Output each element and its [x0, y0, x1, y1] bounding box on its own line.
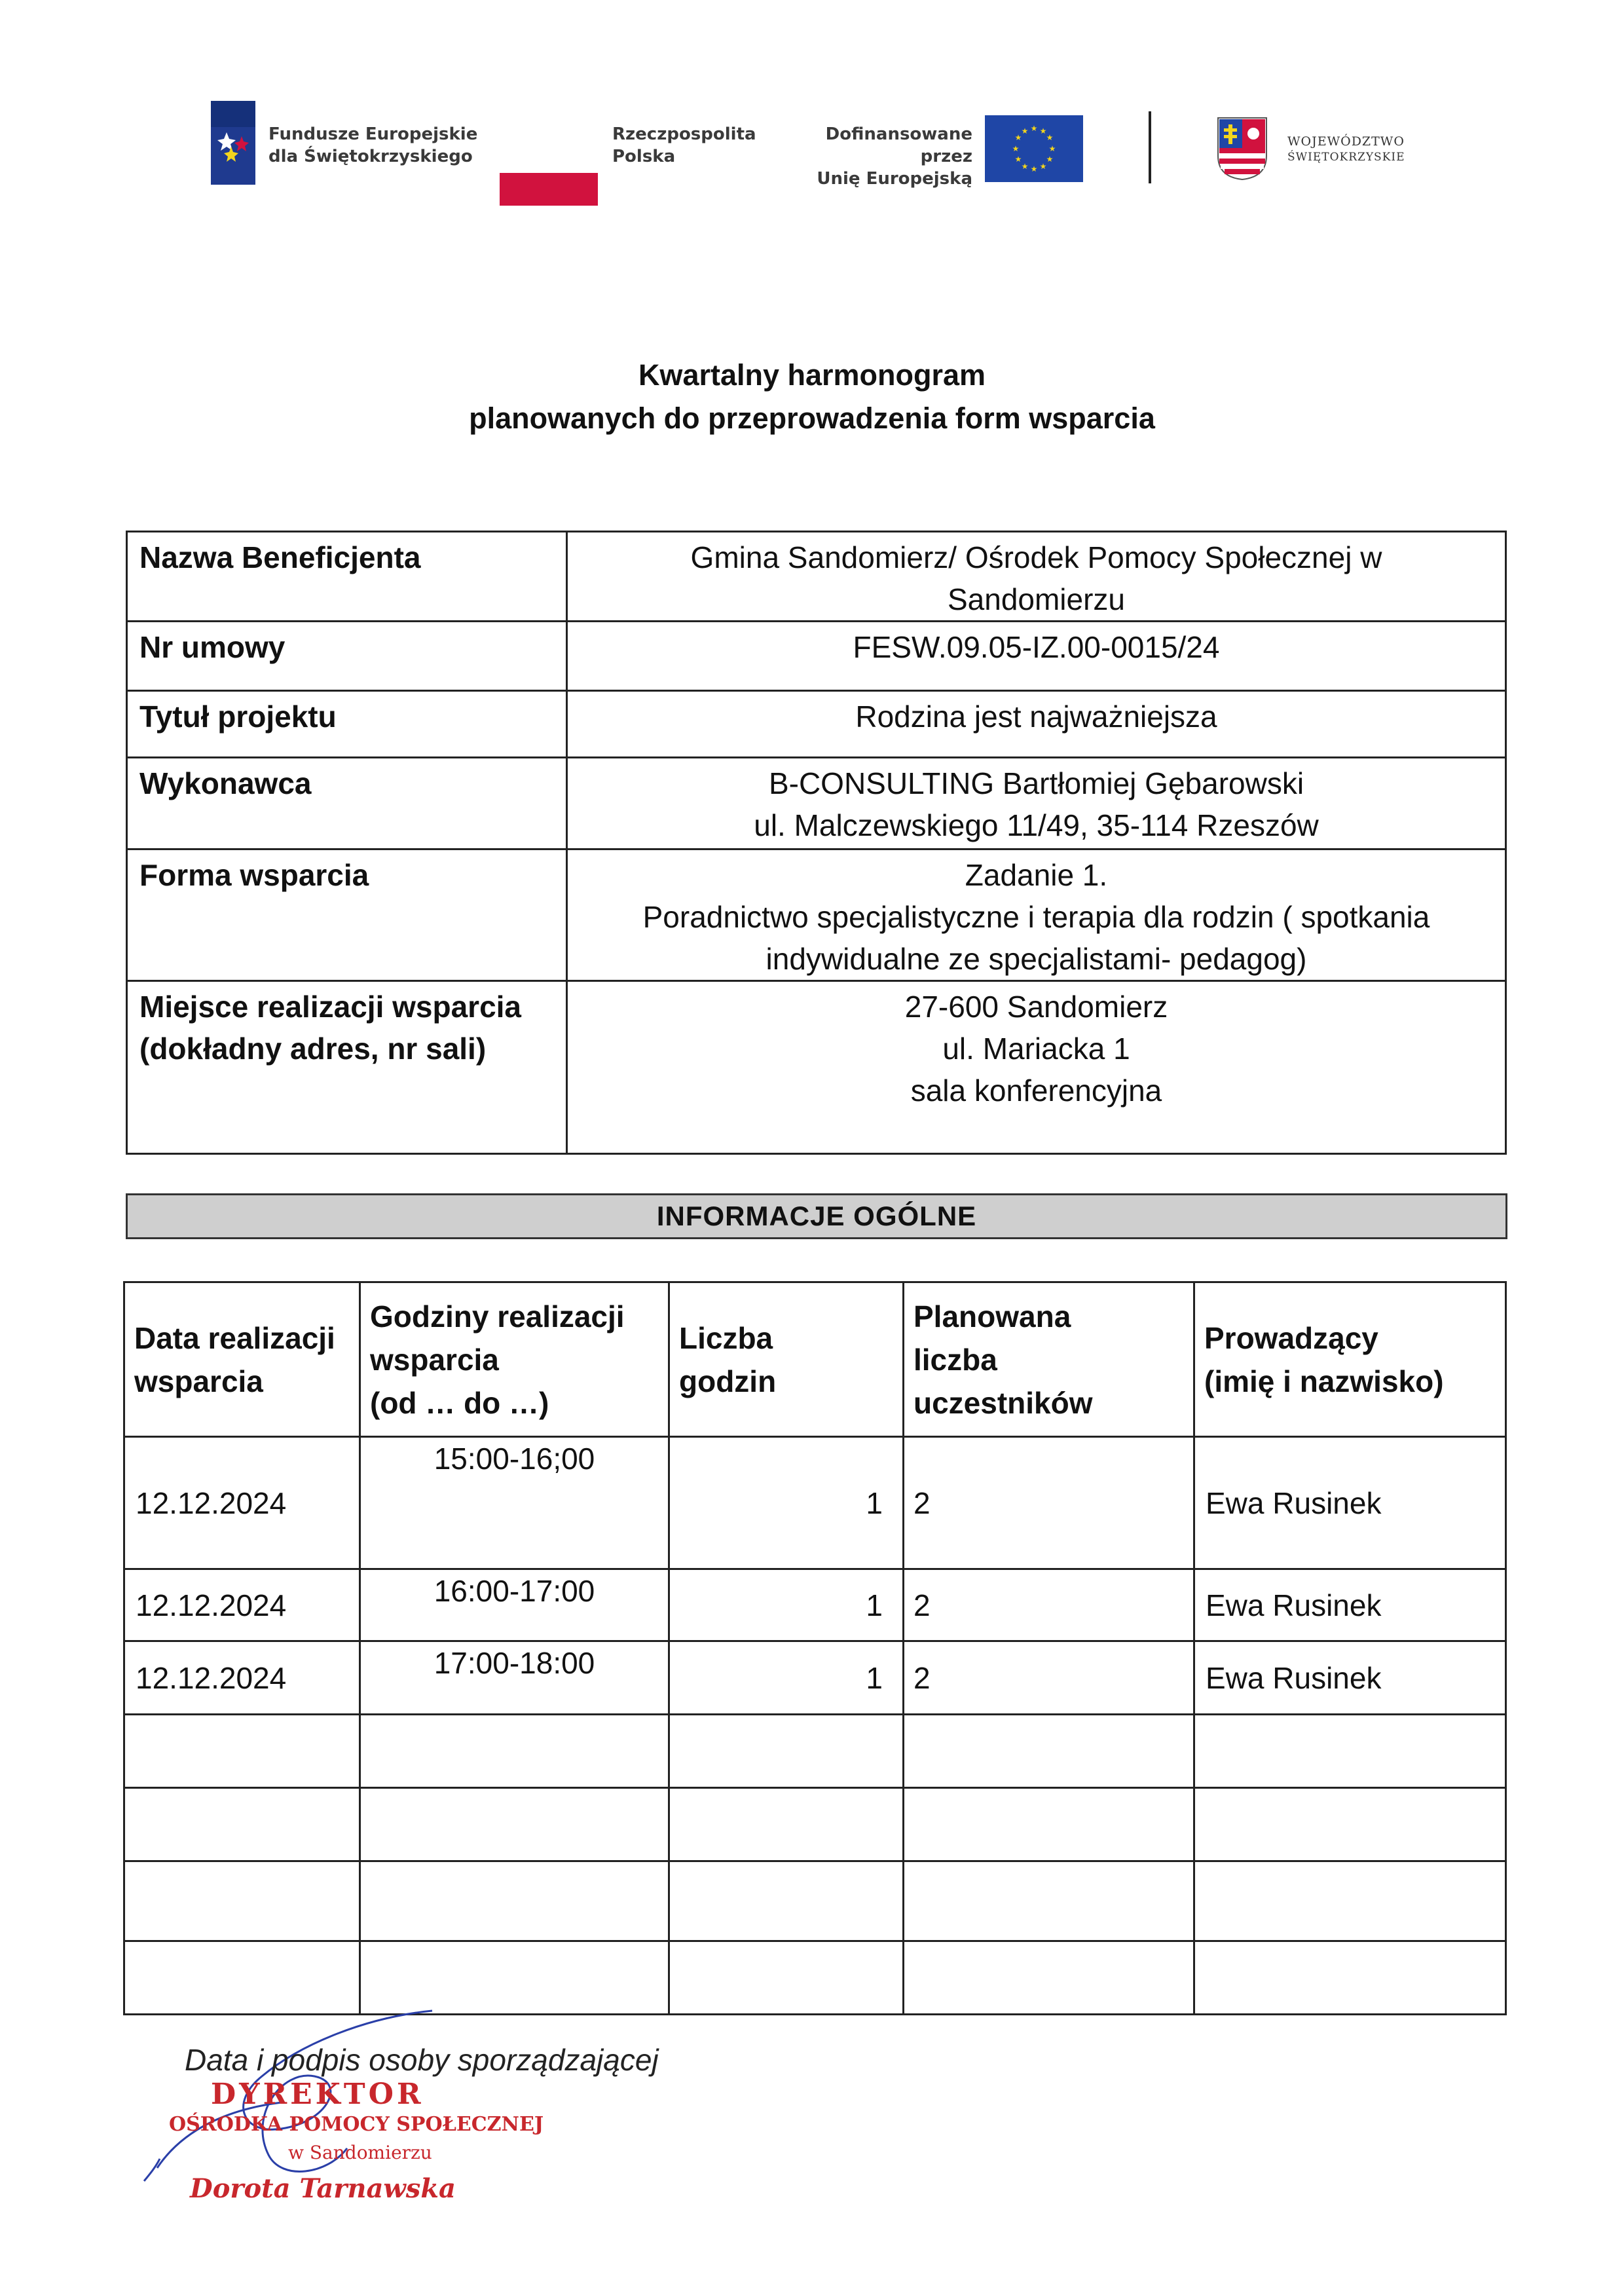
miejsce-value	[567, 981, 1506, 1154]
empty-cell	[669, 1715, 904, 1788]
wo-logo-text	[1287, 134, 1405, 165]
cell-hours: 17:00-18:00	[360, 1641, 669, 1715]
miejsce-value-line1: 27-600 Sandomierz	[904, 990, 1168, 1024]
svg-text:★: ★	[1021, 126, 1029, 136]
header-lead-line1: Prowadzący	[1204, 1320, 1378, 1355]
project-info-table	[126, 531, 1507, 1155]
wykonawca-label: Wykonawca	[127, 758, 567, 849]
empty-cell	[904, 1788, 1194, 1861]
voivodeship-crest-icon	[1217, 117, 1268, 181]
empty-cell	[124, 1715, 360, 1788]
fe-logo-icon	[211, 101, 255, 185]
info-row-tytul	[127, 691, 1506, 758]
miejsce-label-line1: Miejsce realizacji wsparcia	[139, 990, 522, 1024]
header-participants-line3: uczestników	[913, 1385, 1093, 1420]
fe-logo-line2: dla Świętokrzyskiego	[268, 147, 473, 166]
empty-cell	[124, 1788, 360, 1861]
header-count-line2: godzin	[679, 1364, 777, 1398]
svg-text:★: ★	[1012, 144, 1020, 153]
eu-logo-text	[784, 123, 972, 190]
wykonawca-value	[567, 758, 1506, 849]
info-row-umowa	[127, 622, 1506, 691]
svg-text:★: ★	[1046, 133, 1054, 142]
empty-cell	[669, 1861, 904, 1941]
info-row-forma	[127, 849, 1506, 981]
empty-cell	[904, 1715, 1194, 1788]
empty-cell	[124, 1861, 360, 1941]
svg-text:★: ★	[1048, 144, 1056, 153]
empty-cell	[360, 1861, 669, 1941]
header-hours-line1: Godziny realizacji	[370, 1299, 625, 1334]
eu-logo-line2: Unię Europejską	[817, 169, 972, 189]
wykonawca-value-line1: B-CONSULTING Bartłomiej Gębarowski	[768, 766, 1304, 800]
cell-count: 1	[669, 1569, 904, 1641]
cell-hours: 16:00-17:00	[360, 1569, 669, 1641]
svg-text:★: ★	[1046, 155, 1054, 164]
miejsce-value-line2: ul. Mariacka 1	[942, 1032, 1130, 1066]
header-hours-line3: (od … do …)	[370, 1385, 549, 1420]
cell-date: 12.12.2024	[124, 1641, 360, 1715]
eu-logo-line1: Dofinansowane przez	[825, 124, 972, 166]
rp-logo-line1: Rzeczpospolita	[612, 124, 756, 144]
stamp-city: w Sandomierzu	[288, 2142, 432, 2163]
fe-logo-text	[268, 123, 477, 168]
empty-table-row	[124, 1941, 1506, 2015]
header-date	[124, 1282, 360, 1437]
tytul-label: Tytuł projektu	[127, 691, 567, 758]
forma-value-line2: Poradnictwo specjalistyczne i terapia dla rodzin ( spotkania	[642, 900, 1430, 934]
empty-cell	[669, 1788, 904, 1861]
fe-logo-line1: Fundusze Europejskie	[268, 124, 478, 144]
header-participants-line1: Planowana	[913, 1299, 1071, 1334]
svg-text:★: ★	[1030, 164, 1038, 174]
miejsce-label-line2: (dokładny adres, nr sali)	[139, 1032, 487, 1066]
wo-logo-line1: WOJEWÓDZTWO	[1287, 134, 1405, 149]
rp-logo-line2: Polska	[612, 147, 676, 166]
table-row	[124, 1641, 1506, 1715]
empty-cell	[360, 1941, 669, 2015]
umowa-value: FESW.09.05-IZ.00-0015/24	[567, 622, 1506, 691]
cell-count: 1	[669, 1437, 904, 1569]
empty-cell	[669, 1941, 904, 2015]
wykonawca-value-line2: ul. Malczewskiego 11/49, 35-114 Rzeszów	[754, 808, 1319, 842]
svg-text:★: ★	[1021, 162, 1029, 171]
logo-separator	[1149, 111, 1151, 183]
cell-count: 1	[669, 1641, 904, 1715]
info-row-beneficjent	[127, 532, 1506, 622]
svg-text:★: ★	[1014, 155, 1022, 164]
header-lead	[1194, 1282, 1506, 1437]
empty-cell	[1194, 1715, 1506, 1788]
empty-cell	[1194, 1941, 1506, 2015]
svg-text:★: ★	[1030, 124, 1038, 133]
table-row	[124, 1569, 1506, 1641]
cell-lead: Ewa Rusinek	[1194, 1641, 1506, 1715]
empty-cell	[904, 1941, 1194, 2015]
forma-value	[567, 849, 1506, 981]
schedule-table	[123, 1281, 1507, 2015]
info-row-miejsce	[127, 981, 1506, 1154]
empty-cell	[1194, 1861, 1506, 1941]
cell-participants: 2	[904, 1569, 1194, 1641]
schedule-header-row	[124, 1282, 1506, 1437]
polish-flag-icon	[500, 147, 598, 206]
empty-cell	[1194, 1788, 1506, 1861]
tytul-value: Rodzina jest najważniejsza	[567, 691, 1506, 758]
empty-cell	[360, 1788, 669, 1861]
cell-hours: 15:00-16;00	[360, 1437, 669, 1569]
rp-logo-text	[612, 123, 756, 168]
cell-date: 12.12.2024	[124, 1437, 360, 1569]
empty-cell	[904, 1861, 1194, 1941]
document-title-line1: Kwartalny harmonogram	[638, 358, 986, 392]
svg-text:★: ★	[1039, 126, 1047, 136]
svg-text:★: ★	[1039, 162, 1047, 171]
section-header-informacje-ogolne: INFORMACJE OGÓLNE	[126, 1193, 1507, 1239]
empty-table-row	[124, 1788, 1506, 1861]
forma-label: Forma wsparcia	[127, 849, 567, 981]
header-participants	[904, 1282, 1194, 1437]
header-hours-line2: wsparcia	[370, 1342, 499, 1377]
cell-lead: Ewa Rusinek	[1194, 1437, 1506, 1569]
header-lead-line2: (imię i nazwisko)	[1204, 1364, 1444, 1398]
beneficjent-value	[567, 532, 1506, 622]
empty-cell	[360, 1715, 669, 1788]
header-hours	[360, 1282, 669, 1437]
empty-table-row	[124, 1715, 1506, 1788]
header-count	[669, 1282, 904, 1437]
svg-text:★: ★	[1014, 133, 1022, 142]
wo-logo-line2: ŚWIĘTOKRZYSKIE	[1287, 151, 1405, 164]
info-row-wykonawca	[127, 758, 1506, 849]
stamp-organization: OŚRODKA POMOCY SPOŁECZNEJ	[169, 2113, 544, 2136]
miejsce-label	[127, 981, 567, 1154]
document-title-line2: planowanych do przeprowadzenia form wsparcia	[469, 401, 1155, 435]
miejsce-value-line3: sala konferencyjna	[910, 1073, 1162, 1108]
cell-participants: 2	[904, 1641, 1194, 1715]
table-row	[124, 1437, 1506, 1569]
cell-lead: Ewa Rusinek	[1194, 1569, 1506, 1641]
cell-date: 12.12.2024	[124, 1569, 360, 1641]
header-date-line1: Data realizacji	[134, 1320, 335, 1355]
stamp-title: DYREKTOR	[211, 2078, 424, 2111]
stamp-name: Dorota Tarnawska	[190, 2173, 456, 2204]
header-participants-line2: liczba	[913, 1342, 997, 1377]
empty-cell	[124, 1941, 360, 2015]
forma-value-line3: indywidualne ze specjalistami- pedagog)	[766, 942, 1307, 976]
beneficjent-value-line2: Sandomierzu	[947, 582, 1126, 616]
eu-flag-icon	[985, 115, 1083, 182]
header-count-line1: Liczba	[679, 1320, 773, 1355]
beneficjent-value-line1: Gmina Sandomierz/ Ośrodek Pomocy Społecznej w	[690, 540, 1382, 574]
header-date-line2: wsparcia	[134, 1364, 263, 1398]
beneficjent-label: Nazwa Beneficjenta	[127, 532, 567, 622]
empty-table-row	[124, 1861, 1506, 1941]
umowa-label: Nr umowy	[127, 622, 567, 691]
signature-caption: Data i podpis osoby sporządzającej	[185, 2043, 659, 2077]
cell-participants: 2	[904, 1437, 1194, 1569]
forma-value-line1: Zadanie 1.	[965, 858, 1108, 892]
